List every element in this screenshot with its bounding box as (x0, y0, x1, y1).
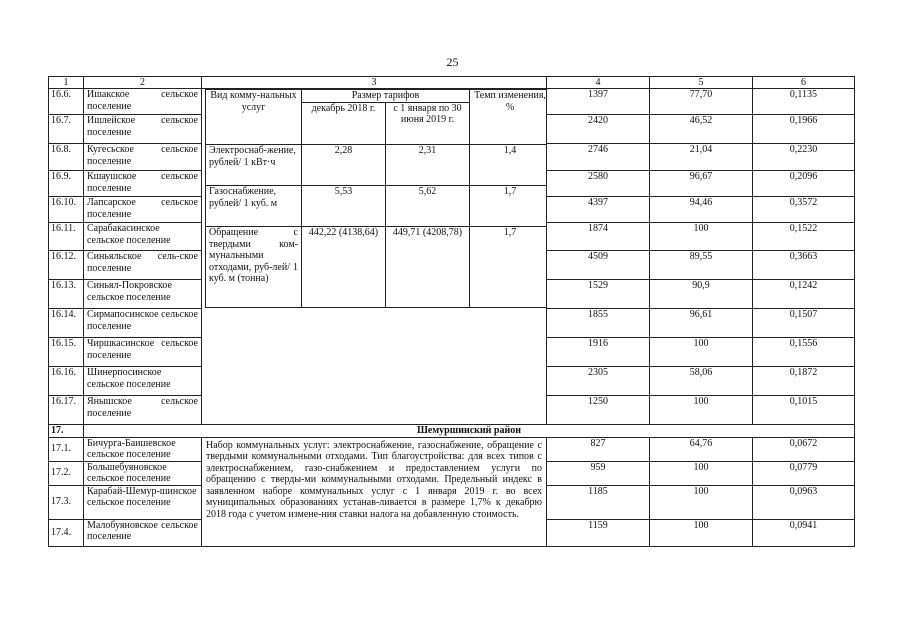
col-6-value: 0,1135 (753, 89, 855, 115)
settlement-name: Лапсарское сельское поселение (84, 197, 202, 223)
col-5-value: 96,67 (650, 171, 753, 197)
growth-rate-header: Темп изменения, % (470, 90, 547, 145)
col-4-value: 1874 (547, 223, 650, 251)
row-number: 16.17. (49, 396, 84, 425)
row-number: 17.2. (49, 461, 84, 485)
settlement-name: Сирмапосинское сельское поселение (84, 309, 202, 338)
col-6-value: 0,1015 (753, 396, 855, 425)
row-number: 16.12. (49, 251, 84, 280)
col-6-value: 0,1507 (753, 309, 855, 338)
col-5-value: 58,06 (650, 367, 753, 396)
settlement-name: Ишлейское сельское поселение (84, 115, 202, 144)
col-4-value: 2420 (547, 115, 650, 144)
col-number-1: 1 (49, 77, 84, 89)
col-6-value: 0,0779 (753, 461, 855, 485)
settlement-name: Малобуяновское сельское поселение (84, 519, 202, 546)
col-4-value: 959 (547, 461, 650, 485)
row-number: 16.13. (49, 280, 84, 309)
tariff-jan-2019: 5,62 (386, 186, 470, 227)
settlement-name: Кшаушское сельское поселение (84, 171, 202, 197)
tariff-block (202, 89, 547, 425)
jan-jun-2019-header: с 1 января по 30 июня 2019 г. (386, 102, 470, 145)
settlement-name: Кугесьское сельское поселение (84, 144, 202, 171)
col-4-value: 1397 (547, 89, 650, 115)
col-5-value: 90,9 (650, 280, 753, 309)
col-5-value: 94,46 (650, 197, 753, 223)
col-number-4: 4 (547, 77, 650, 89)
column-number-row (49, 77, 855, 89)
settlement-name: Сарабакасинское сельское поселение (84, 223, 202, 251)
tariff-dec-2018: 5,53 (302, 186, 386, 227)
col-5-value: 96,61 (650, 309, 753, 338)
district-description: Набор коммунальных услуг: электроснабжение, газоснабжение, обращение с твердыми коммунальными отходами. Тип благоустройства: для всех типов с электроснабжением, газо-снабжением и предоставлением услуги по обращению с тверды-ми коммунальными отходами. Предельный индекс в заявленном наборе коммунальных услуг с 1 января 2019 г. во всех муниципальных образованиях устанав-ливается в размере 1,7% к декабрю 2018 года с учетом измене-ния ставки налога на добавленную стоимость. (202, 437, 547, 546)
col-6-value: 0,0941 (753, 519, 855, 546)
settlement-name: Большебуяновское сельское поселение (84, 461, 202, 485)
col-4-value: 1185 (547, 485, 650, 519)
tariff-dec-2018: 2,28 (302, 145, 386, 186)
col-6-value: 0,1522 (753, 223, 855, 251)
col-6-value: 0,3663 (753, 251, 855, 280)
row-number: 16.16. (49, 367, 84, 396)
col-4-value: 4509 (547, 251, 650, 280)
col-5-value: 100 (650, 223, 753, 251)
col-number-6: 6 (753, 77, 855, 89)
col-6-value: 0,0672 (753, 437, 855, 461)
tariff-size-header: Размер тарифов (302, 90, 470, 103)
col-5-value: 100 (650, 519, 753, 546)
col-6-value: 0,0963 (753, 485, 855, 519)
page-number: 25 (446, 55, 459, 69)
row-number: 16.7. (49, 115, 84, 144)
row-number: 17.1. (49, 437, 84, 461)
row-number: 16.15. (49, 338, 84, 367)
col-4-value: 4397 (547, 197, 650, 223)
row-number: 16.8. (49, 144, 84, 171)
service-type-header: Вид комму-нальных услуг (206, 90, 302, 145)
row-number: 17.4. (49, 519, 84, 546)
settlement-name: Ишакское сельское поселение (84, 89, 202, 115)
col-6-value: 0,2096 (753, 171, 855, 197)
col-number-5: 5 (650, 77, 753, 89)
col-6-value: 0,1556 (753, 338, 855, 367)
service-name: Обращение с твердыми ком-мунальными отходами, руб-лей/ 1 куб. м (тонна) (206, 227, 302, 308)
tariff-subtable (205, 89, 547, 308)
col-6-value: 0,3572 (753, 197, 855, 223)
col-5-value: 64,76 (650, 437, 753, 461)
col-4-value: 1159 (547, 519, 650, 546)
col-4-value: 827 (547, 437, 650, 461)
col-5-value: 77,70 (650, 89, 753, 115)
col-6-value: 0,1242 (753, 280, 855, 309)
district-name: Шемуршинский район (84, 425, 855, 438)
tariff-growth-rate: 1,7 (470, 227, 547, 308)
dec-2018-header: декабрь 2018 г. (302, 102, 386, 145)
row-number: 16.6. (49, 89, 84, 115)
settlement-name: Карабай-Шемур-шинское сельское поселение (84, 485, 202, 519)
col-5-value: 100 (650, 485, 753, 519)
tariff-growth-rate: 1,4 (470, 145, 547, 186)
col-4-value: 2580 (547, 171, 650, 197)
col-4-value: 1855 (547, 309, 650, 338)
row-number: 17.3. (49, 485, 84, 519)
settlement-name: Синьял-Покровское сельское поселение (84, 280, 202, 309)
tariff-table (48, 76, 855, 547)
table-row (49, 437, 855, 461)
row-number: 16.11. (49, 223, 84, 251)
settlement-name: Шинерпосинское сельское поселение (84, 367, 202, 396)
row-number: 16.10. (49, 197, 84, 223)
col-number-2: 2 (84, 77, 202, 89)
settlement-name: Янышское сельское поселение (84, 396, 202, 425)
table-row (49, 89, 855, 115)
col-5-value: 100 (650, 396, 753, 425)
col-6-value: 0,2230 (753, 144, 855, 171)
district-number: 17. (49, 425, 84, 438)
col-5-value: 21,04 (650, 144, 753, 171)
col-4-value: 2305 (547, 367, 650, 396)
col-6-value: 0,1872 (753, 367, 855, 396)
settlement-name: Чиршкасинское сельское поселение (84, 338, 202, 367)
tariff-growth-rate: 1,7 (470, 186, 547, 227)
settlement-name: Бичурга-Баишевское сельское поселение (84, 437, 202, 461)
col-4-value: 2746 (547, 144, 650, 171)
col-6-value: 0,1966 (753, 115, 855, 144)
col-5-value: 100 (650, 338, 753, 367)
col-number-3: 3 (202, 77, 547, 89)
service-name: Электроснаб-жение, рублей/ 1 кВт·ч (206, 145, 302, 186)
col-4-value: 1916 (547, 338, 650, 367)
settlement-name: Синьяльское сель-ское поселение (84, 251, 202, 280)
col-4-value: 1529 (547, 280, 650, 309)
col-5-value: 46,52 (650, 115, 753, 144)
tariff-dec-2018: 442,22 (4138,64) (302, 227, 386, 308)
col-5-value: 100 (650, 461, 753, 485)
col-5-value: 89,55 (650, 251, 753, 280)
district-row (49, 425, 855, 438)
row-number: 16.9. (49, 171, 84, 197)
tariff-jan-2019: 2,31 (386, 145, 470, 186)
col-4-value: 1250 (547, 396, 650, 425)
tariff-jan-2019: 449,71 (4208,78) (386, 227, 470, 308)
row-number: 16.14. (49, 309, 84, 338)
service-name: Газоснабжение, рублей/ 1 куб. м (206, 186, 302, 227)
